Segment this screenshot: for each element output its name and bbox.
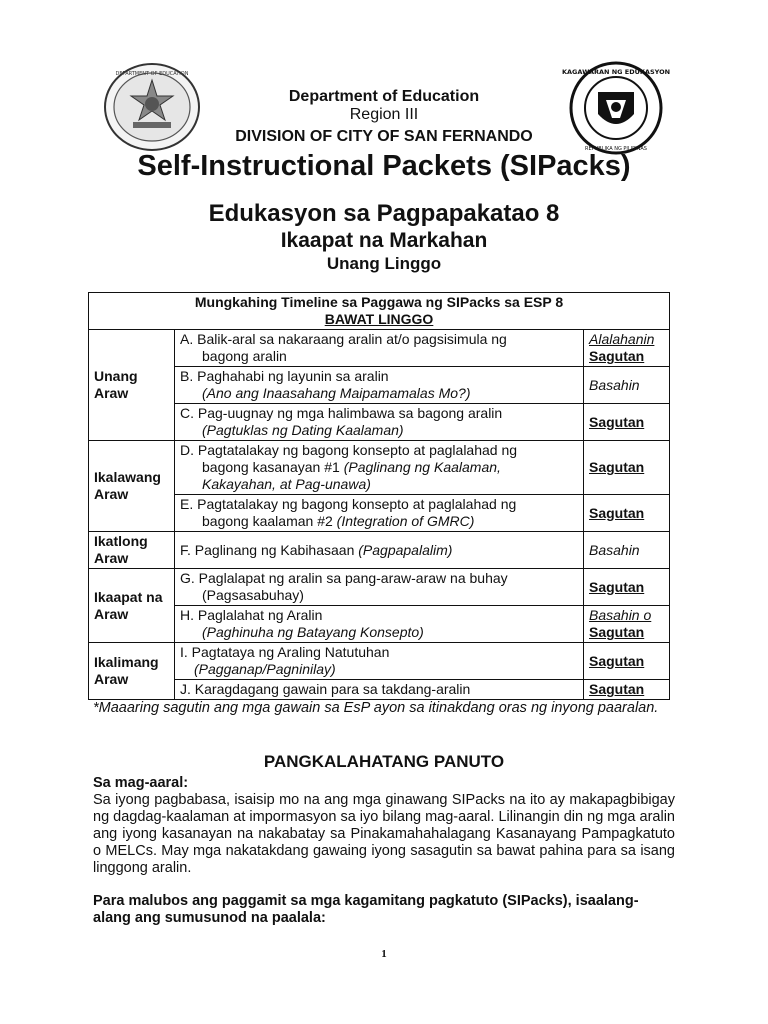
- svg-text:REPUBLIKA NG PILIPINAS: REPUBLIKA NG PILIPINAS: [585, 146, 647, 152]
- activity-cell: G. Paglalapat ng aralin sa pang-araw-araw na buhay (Pagsasabuhay): [175, 569, 584, 606]
- svg-text:DEPARTMENT OF EDUCATION: DEPARTMENT OF EDUCATION: [115, 71, 189, 77]
- activity-cell: H. Paglalahat ng Aralin (Paghinuha ng Batayang Konsepto): [175, 606, 584, 643]
- activity-cell: F. Paglinang ng Kabihasaan (Pagpapalalim): [175, 532, 584, 569]
- timeline-heading: Mungkahing Timeline sa Paggawa ng SIPacks sa ESP 8 BAWAT LINGGO: [89, 293, 670, 330]
- table-row: [89, 643, 670, 680]
- response-cell: Sagutan: [584, 495, 670, 532]
- table-row: [89, 495, 670, 532]
- table-row: [89, 367, 670, 404]
- table-row: [89, 569, 670, 606]
- response-cell: Basahin o Sagutan: [584, 606, 670, 643]
- week-title: Unang Linggo: [326, 254, 442, 273]
- activity-cell: J. Karagdagang gawain para sa takdang-aralin: [175, 680, 584, 700]
- activity-cell: I. Pagtataya ng Araling Natutuhan (Pagganap/Pagninilay): [175, 643, 584, 680]
- table-row: [89, 404, 670, 441]
- response-cell: Sagutan: [584, 569, 670, 606]
- day-label: Ikaapat na Araw: [89, 569, 175, 643]
- day-label: Ikatlong Araw: [89, 532, 175, 569]
- reminder-paragraph: Para malubos ang paggamit sa mga kagamitang pagkatuto (SIPacks), isaalang-alang ang sumusunod na paalala:: [93, 893, 639, 926]
- response-cell: Basahin: [584, 367, 670, 404]
- subject-title: Edukasyon sa Pagpapakatao 8: [208, 200, 560, 227]
- response-cell: Sagutan: [584, 643, 670, 680]
- region-name: Region III: [349, 106, 419, 123]
- document-title: Self-Instructional Packets (SIPacks): [137, 150, 631, 182]
- activity-cell: B. Paghahabi ng layunin sa aralin (Ano ang Inaasahang Maipamamalas Mo?): [175, 367, 584, 404]
- table-row: [89, 606, 670, 643]
- activity-cell: D. Pagtatalakay ng bagong konsepto at paglalahad ng bagong kasanayan #1 (Paglinang ng Kaalaman, Kakayahan, at Pag-unawa): [175, 441, 584, 495]
- student-paragraph: Sa iyong pagbabasa, isaisip mo na ang mga ginawang SIPacks na ito ay makapagbibigay ng dagdag-kaalaman at impormasyon sa iyo bilang mag-aaral. Lilinangin din ng mga aralin ang iyong kasanayan na nakabatay sa Pinakamahahalagang Kasanayang Pampagkatuto o MELCs. May mga nakatakdang gawaing iyong sasagutin sa bawat pahina para sa isang linggong aralin.: [93, 792, 675, 876]
- timeline-table: [88, 292, 670, 700]
- activity-cell: C. Pag-uugnay ng mga halimbawa sa bagong aralin (Pagtuklas ng Dating Kaalaman): [175, 404, 584, 441]
- table-row: [89, 330, 670, 367]
- response-cell: Sagutan: [584, 680, 670, 700]
- timeline-note: *Maaaring sagutin ang mga gawain sa EsP ayon sa itinakdang oras ng inyong paaralan.: [93, 700, 659, 716]
- activity-cell: A. Balik-aral sa nakaraang aralin at/o pagsisimula ng bagong aralin: [175, 330, 584, 367]
- table-row: [89, 441, 670, 495]
- response-cell: Sagutan: [584, 404, 670, 441]
- activity-cell: E. Pagtatalakay ng bagong konsepto at paglalahad ng bagong kaalaman #2 (Integration of GMRC): [175, 495, 584, 532]
- page-number: 1: [381, 948, 387, 960]
- day-label: Ikalawang Araw: [89, 441, 175, 532]
- section-heading: PANGKALAHATANG PANUTO: [263, 752, 505, 771]
- day-label: Unang Araw: [89, 330, 175, 441]
- student-label: Sa mag-aaral:: [93, 775, 189, 791]
- svg-text:KAGAWARAN NG EDUKASYON: KAGAWARAN NG EDUKASYON: [561, 68, 671, 76]
- division-name: DIVISION OF CITY OF SAN FERNANDO: [235, 128, 533, 145]
- department-name: Department of Education: [288, 88, 480, 105]
- response-cell: Sagutan: [584, 441, 670, 495]
- day-label: Ikalimang Araw: [89, 643, 175, 700]
- response-cell: Basahin: [584, 532, 670, 569]
- table-row: [89, 532, 670, 569]
- table-row: [89, 680, 670, 700]
- response-cell: Alalahanin Sagutan: [584, 330, 670, 367]
- quarter-title: Ikaapat na Markahan: [280, 229, 488, 252]
